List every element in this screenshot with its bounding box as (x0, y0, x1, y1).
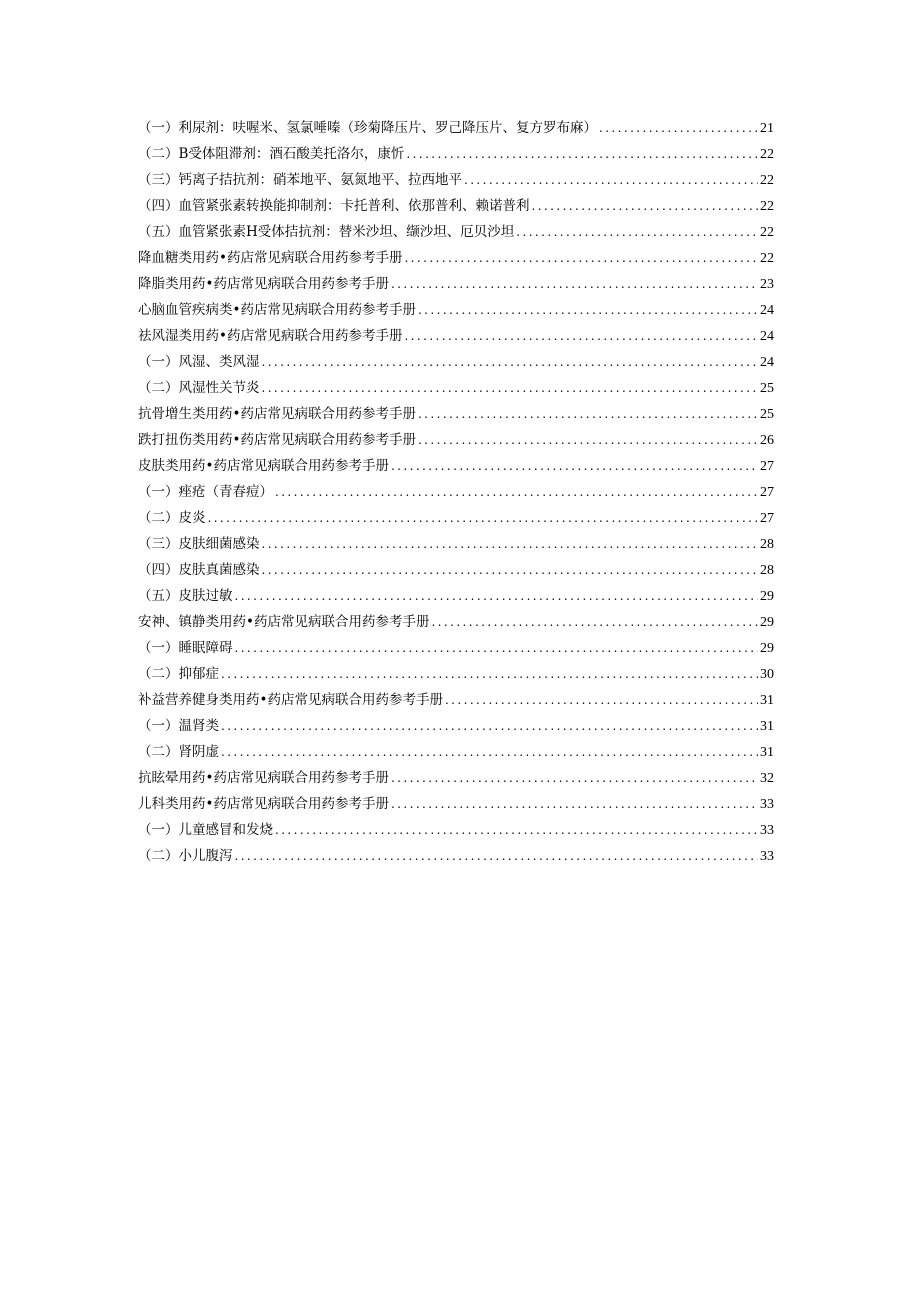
toc-entry-page: 33 (760, 823, 774, 838)
toc-entry (138, 557, 774, 583)
dot-leader (532, 193, 759, 219)
toc-entry-title: （二）抑郁症 (138, 666, 219, 682)
dot-leader (404, 245, 758, 271)
toc-entry (138, 765, 774, 791)
toc-entry (138, 323, 774, 349)
toc-entry-title: （四）血管紧张素转换能抑制剂：卡托普利、依那普利、赖诺普利 (138, 198, 530, 214)
toc-entry-page: 29 (760, 615, 774, 630)
toc-entry-page: 28 (760, 537, 774, 552)
toc-entry-page: 23 (760, 277, 774, 292)
toc-entry (138, 375, 774, 401)
dot-leader (262, 557, 759, 583)
dot-leader (516, 219, 758, 245)
toc-entry (138, 271, 774, 297)
dot-leader (235, 635, 759, 661)
toc-entry (138, 245, 774, 271)
toc-entry (138, 817, 774, 843)
toc-entry-page: 22 (760, 199, 774, 214)
dot-leader (406, 141, 758, 167)
toc-entry (138, 713, 774, 739)
dot-leader (391, 453, 758, 479)
toc-entry-title: （二）皮炎 (138, 510, 206, 526)
dot-leader (221, 739, 758, 765)
dot-leader (391, 271, 758, 297)
toc-entry (138, 661, 774, 687)
toc-entry-page: 22 (760, 251, 774, 266)
dot-leader (599, 115, 758, 141)
toc-entry-title: 皮肤类用药•药店常见病联合用药参考手册 (138, 458, 389, 474)
toc-entry-title: 抗骨增生类用药•药店常见病联合用药参考手册 (138, 406, 416, 422)
dot-leader (391, 765, 758, 791)
toc-entry-page: 30 (760, 667, 774, 682)
toc-entry (138, 349, 774, 375)
dot-leader (235, 843, 759, 869)
toc-entry-page: 31 (760, 745, 774, 760)
toc-entry-page: 31 (760, 693, 774, 708)
dot-leader (391, 791, 758, 817)
toc-entry-page: 24 (760, 303, 774, 318)
toc-entry-title: 儿科类用药•药店常见病联合用药参考手册 (138, 796, 389, 812)
toc-entry-page: 22 (760, 147, 774, 162)
toc-entry-title: 心脑血管疾病类•药店常见病联合用药参考手册 (138, 302, 416, 318)
toc-entry (138, 791, 774, 817)
toc-entry-title: 补益营养健身类用药•药店常见病联合用药参考手册 (138, 692, 443, 708)
toc-entry (138, 427, 774, 453)
toc-entry-page: 33 (760, 797, 774, 812)
toc-entry (138, 479, 774, 505)
toc-entry (138, 453, 774, 479)
toc-entry-page: 27 (760, 511, 774, 526)
dot-leader (262, 349, 759, 375)
dot-leader (235, 583, 759, 609)
toc-entry (138, 609, 774, 635)
toc-entry-title: （一）儿童感冒和发烧 (138, 822, 273, 838)
dot-leader (445, 687, 758, 713)
toc-entry-page: 32 (760, 771, 774, 786)
toc-entry (138, 401, 774, 427)
dot-leader (262, 531, 759, 557)
toc-entry-title: 跌打扭伤类用药•药店常见病联合用药参考手册 (138, 432, 416, 448)
toc-entry (138, 687, 774, 713)
toc-entry-title: （五）血管紧张素H受体拮抗剂：替米沙坦、缬沙坦、厄贝沙坦 (138, 224, 515, 240)
dot-leader (275, 479, 758, 505)
toc-entry (138, 219, 774, 245)
dot-leader (404, 323, 758, 349)
dot-leader (418, 427, 758, 453)
dot-leader (221, 713, 758, 739)
toc-entry-page: 27 (760, 485, 774, 500)
toc-entry-page: 29 (760, 589, 774, 604)
toc-entry-page: 27 (760, 459, 774, 474)
toc-entry (138, 531, 774, 557)
toc-entry-title: 祛风湿类用药•药店常见病联合用药参考手册 (138, 328, 403, 344)
toc-entry-page: 24 (760, 355, 774, 370)
toc-entry (138, 739, 774, 765)
toc-entry (138, 167, 774, 193)
toc-entry (138, 843, 774, 869)
toc-entry (138, 505, 774, 531)
dot-leader (418, 297, 758, 323)
toc-entry-page: 22 (760, 173, 774, 188)
toc-entry-title: （三）皮肤细菌感染 (138, 536, 260, 552)
toc-entry-title: （五）皮肤过敏 (138, 588, 233, 604)
dot-leader (431, 609, 758, 635)
toc-entry-page: 24 (760, 329, 774, 344)
dot-leader (262, 375, 759, 401)
toc-entry-page: 33 (760, 849, 774, 864)
toc-entry-title: （二）小儿腹泻 (138, 848, 233, 864)
toc-entry-page: 26 (760, 433, 774, 448)
table-of-contents (138, 115, 774, 869)
toc-entry-title: 降脂类用药•药店常见病联合用药参考手册 (138, 276, 389, 292)
toc-entry-title: （二）风湿性关节炎 (138, 380, 260, 396)
toc-entry-title: （一）睡眠障碍 (138, 640, 233, 656)
toc-entry (138, 297, 774, 323)
toc-entry-title: （一）风湿、类风湿 (138, 354, 260, 370)
toc-entry-title: （一）利尿剂：呋喔米、氢氯唾嗪（珍菊降压片、罗己降压片、复方罗布麻） (138, 120, 597, 136)
toc-entry-page: 31 (760, 719, 774, 734)
toc-entry-page: 29 (760, 641, 774, 656)
toc-entry (138, 141, 774, 167)
toc-entry-title: （四）皮肤真菌感染 (138, 562, 260, 578)
toc-entry-title: （二）B受体阻滞剂：酒石酸美托洛尔，康忻 (138, 146, 405, 162)
toc-entry-title: （二）肾阴虚 (138, 744, 219, 760)
toc-entry-title: 降血糖类用药•药店常见病联合用药参考手册 (138, 250, 403, 266)
dot-leader (418, 401, 758, 427)
toc-entry-title: （三）钙离子拮抗剂：硝苯地平、氨氮地平、拉西地平 (138, 172, 462, 188)
toc-entry (138, 115, 774, 141)
toc-entry-page: 28 (760, 563, 774, 578)
toc-entry (138, 583, 774, 609)
dot-leader (464, 167, 758, 193)
toc-entry-page: 25 (760, 381, 774, 396)
toc-entry-page: 22 (760, 225, 774, 240)
toc-entry-title: 抗眩晕用药•药店常见病联合用药参考手册 (138, 770, 389, 786)
toc-entry-title: （一）痤疮（青春痘） (138, 484, 273, 500)
dot-leader (208, 505, 759, 531)
toc-entry (138, 193, 774, 219)
toc-entry-page: 21 (760, 121, 774, 136)
toc-entry-title: （一）温肾类 (138, 718, 219, 734)
dot-leader (275, 817, 758, 843)
dot-leader (221, 661, 758, 687)
toc-entry-title: 安神、镇静类用药•药店常见病联合用药参考手册 (138, 614, 430, 630)
toc-entry (138, 635, 774, 661)
toc-entry-page: 25 (760, 407, 774, 422)
